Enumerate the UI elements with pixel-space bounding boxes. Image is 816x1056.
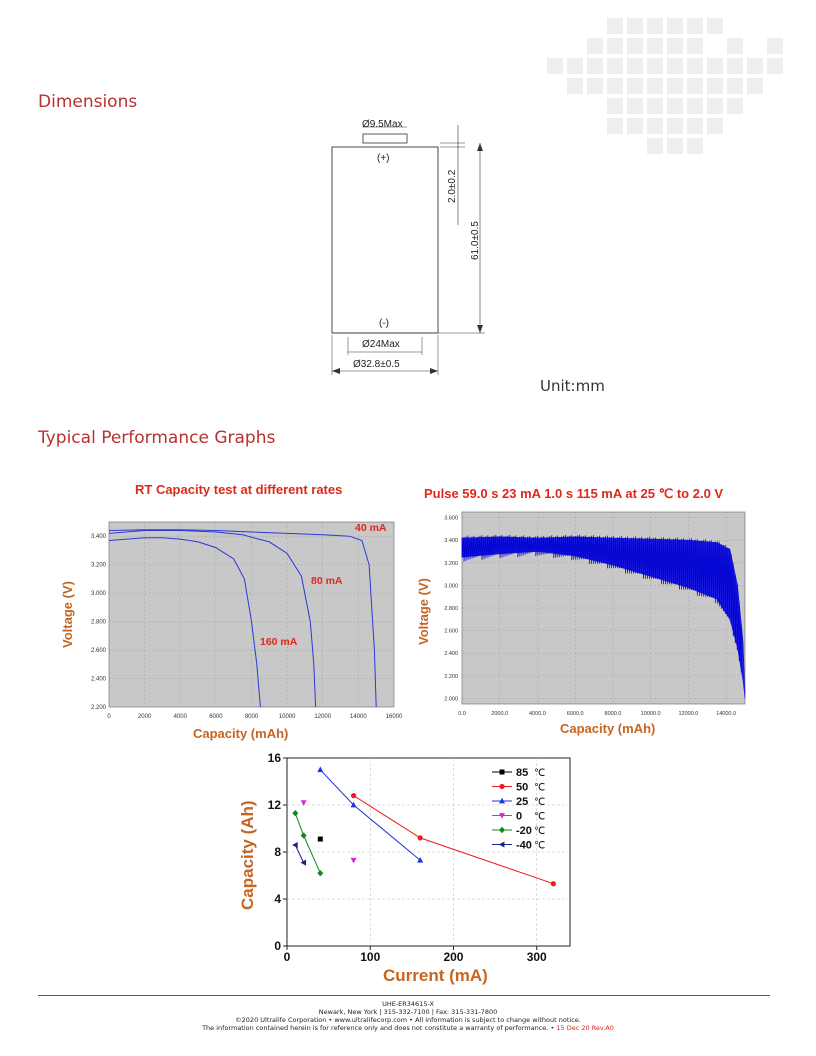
chart2-ytick-label: 2.200	[444, 673, 458, 680]
chart3-ytick-label: 16	[267, 751, 281, 765]
chart2-xtick-label: 12000.0	[678, 711, 699, 717]
pattern-square	[607, 18, 623, 34]
pattern-square	[667, 118, 683, 134]
pattern-square	[647, 118, 663, 134]
pattern-square	[687, 138, 703, 154]
pattern-square	[747, 78, 763, 94]
pattern-square	[667, 58, 683, 74]
negative-terminal-label: (-)	[379, 318, 389, 329]
pattern-square	[687, 58, 703, 74]
pattern-square	[727, 38, 743, 54]
chart3-point	[418, 835, 423, 840]
chart1-ytick-label: 2.800	[90, 619, 106, 626]
chart2-xlabel: Capacity (mAh)	[560, 721, 656, 736]
chart1-series-label: 40 mA	[355, 522, 387, 534]
chart1-ytick-label: 2.400	[90, 676, 106, 683]
chart1-xtick-label: 16000	[385, 714, 403, 720]
pattern-square	[667, 98, 683, 114]
chart3-point	[551, 881, 556, 886]
footer-copyright: ©2020 Ultralife Corporation • www.ultralifecorp.com • All information is subject to change without notice.	[235, 1016, 581, 1024]
pattern-square	[627, 38, 643, 54]
chart3-legend-name: 85	[516, 767, 529, 779]
pattern-square	[607, 78, 623, 94]
terminal-height-label: 2.0±0.2	[447, 169, 458, 203]
chart3-legend-unit: ℃	[534, 797, 546, 808]
pattern-square	[707, 98, 723, 114]
chart2-ytick-label: 2.800	[444, 606, 458, 612]
footer-code: UHE-ER34615-X	[382, 1000, 434, 1008]
dimensions-title: Dimensions	[38, 92, 138, 112]
chart2-ytick-label: 3.200	[444, 560, 458, 567]
pattern-square	[647, 58, 663, 74]
chart3-point	[500, 770, 505, 775]
pattern-square	[627, 98, 643, 114]
chart3-point	[499, 784, 504, 789]
chart3-xtick-label: 100	[360, 950, 381, 964]
chart1-plot	[85, 502, 405, 724]
pattern-square	[667, 38, 683, 54]
chart3-xtick-label: 0	[283, 950, 291, 964]
chart1-xtick-label: 14000	[350, 714, 367, 720]
chart3-legend-name: 50	[516, 781, 529, 794]
chart3-ytick-label: 0	[274, 939, 281, 953]
pattern-square	[607, 38, 623, 54]
pattern-square	[627, 118, 643, 134]
decorative-pattern	[545, 18, 795, 148]
chart3-plot	[255, 750, 580, 968]
pattern-square	[707, 78, 723, 94]
height-label: 61.0±0.5	[470, 221, 481, 260]
chart2-xtick-label: 14000.0	[716, 711, 737, 717]
footer	[0, 1000, 816, 1032]
pattern-square	[727, 58, 743, 74]
footer-date: 15 Dec 20	[556, 1024, 590, 1032]
chart2-xtick-label: 10000.0	[640, 711, 661, 717]
pattern-square	[627, 18, 643, 34]
pattern-square	[707, 118, 723, 134]
chart2-ytick-label: 3.400	[444, 538, 458, 545]
pattern-square	[547, 58, 563, 74]
chart3-legend-name: 25	[516, 796, 529, 808]
pattern-square	[767, 58, 783, 74]
pattern-square	[587, 58, 603, 74]
chart3-legend-name: 0	[516, 810, 523, 823]
bottom-diameter-label: Ø24Max	[362, 339, 400, 350]
chart1-xlabel: Capacity (mAh)	[193, 726, 289, 741]
chart3-legend-name: -20	[516, 825, 532, 837]
pattern-square	[687, 118, 703, 134]
chart1-ytick-label: 2.200	[90, 705, 106, 711]
pattern-square	[667, 138, 683, 154]
positive-terminal-label: (+)	[377, 153, 390, 164]
chart3-ytick-label: 4	[274, 892, 281, 906]
chart3-point	[351, 793, 356, 798]
chart3-legend-name: -40	[516, 839, 532, 852]
performance-title: Typical Performance Graphs	[38, 428, 276, 448]
pattern-square	[607, 98, 623, 114]
chart1-xtick-label: 2000	[137, 714, 152, 720]
footer-rev: Rev.A0	[591, 1024, 614, 1032]
battery-dimension-drawing	[320, 115, 520, 380]
pattern-square	[667, 18, 683, 34]
chart2-xtick-label: 4000.0	[529, 711, 546, 717]
pattern-square	[587, 78, 603, 94]
pattern-square	[627, 58, 643, 74]
chart3-xlabel: Current (mA)	[383, 966, 488, 985]
pattern-square	[647, 138, 663, 154]
chart1-xtick-label: 0	[107, 714, 111, 720]
pattern-square	[567, 58, 583, 74]
chart1-series-label: 160 mA	[260, 636, 298, 648]
pattern-square	[647, 98, 663, 114]
top-diameter-label: Ø9.5Max	[362, 119, 403, 130]
pattern-square	[647, 38, 663, 54]
pattern-square	[587, 38, 603, 54]
footer-disclaimer: The information contained herein is for reference only and does not constitute a warranty of performance. •	[202, 1024, 555, 1032]
chart2-ytick-label: 2.400	[444, 651, 458, 658]
footer-address: Newark, New York | 315-332-7100 | Fax: 315-331-7800	[318, 1008, 498, 1016]
chart3-xtick-label: 200	[443, 950, 464, 964]
pattern-square	[707, 58, 723, 74]
pattern-square	[727, 78, 743, 94]
chart3-legend-unit: ℃	[534, 782, 546, 794]
chart2-ylabel: Voltage (V)	[416, 578, 431, 645]
footer-disclaimer-line	[0, 1024, 816, 1032]
pattern-square	[647, 18, 663, 34]
chart1-xtick-label: 10000	[278, 714, 296, 720]
chart3-legend-unit: ℃	[534, 811, 546, 823]
pattern-square	[567, 78, 583, 94]
chart1-xtick-label: 8000	[244, 714, 259, 720]
pattern-square	[767, 38, 783, 54]
chart1-ytick-label: 3.000	[90, 591, 106, 598]
chart3-xtick-label: 300	[526, 950, 547, 964]
pattern-square	[687, 98, 703, 114]
chart2-ytick-label: 2.600	[444, 628, 458, 635]
chart2-title: Pulse 59.0 s 23 mA 1.0 s 115 mA at 25 ℃ to 2.0 V	[424, 486, 724, 501]
pattern-square	[687, 78, 703, 94]
footer-divider	[38, 995, 770, 996]
chart3-ytick-label: 12	[267, 798, 281, 812]
pattern-square	[687, 18, 703, 34]
chart2-xtick-label: 6000.0	[566, 711, 584, 717]
chart2-xtick-label: 8000.0	[604, 711, 622, 717]
chart1-ytick-label: 2.600	[90, 648, 106, 655]
chart3-legend-unit: ℃	[534, 840, 546, 852]
pattern-square	[607, 118, 623, 134]
chart2-xtick-label: 0.0	[458, 711, 466, 717]
diameter-label: Ø32.8±0.5	[353, 359, 400, 370]
chart2-xtick-label: 2000.0	[491, 711, 509, 717]
pattern-square	[647, 78, 663, 94]
chart1-xtick-label: 12000	[314, 714, 332, 720]
chart2-ytick-label: 3.000	[444, 583, 458, 590]
pattern-square	[747, 58, 763, 74]
chart1-xtick-label: 6000	[209, 714, 223, 720]
chart3-ytick-label: 8	[274, 845, 281, 859]
chart1-ytick-label: 3.200	[90, 562, 106, 569]
pattern-square	[667, 78, 683, 94]
chart1-ytick-label: 3.400	[90, 534, 106, 541]
chart1-ylabel: Voltage (V)	[60, 581, 75, 648]
chart3-point	[318, 837, 323, 842]
chart3-legend-unit: ℃	[534, 826, 546, 837]
unit-label: Unit:mm	[540, 377, 605, 395]
chart3-legend-unit: ℃	[534, 768, 546, 779]
chart1-xtick-label: 4000	[173, 714, 187, 720]
chart1-title: RT Capacity test at different rates	[135, 482, 343, 497]
pattern-square	[607, 58, 623, 74]
pattern-square	[727, 98, 743, 114]
chart2-ytick-label: 2.000	[444, 696, 458, 703]
chart1-series-label: 80 mA	[311, 575, 343, 587]
pattern-square	[687, 38, 703, 54]
pattern-square	[627, 78, 643, 94]
chart3-ylabel: Capacity (Ah)	[238, 800, 257, 910]
chart2-ytick-label: 3.600	[444, 515, 458, 522]
chart2-plot	[432, 506, 758, 722]
pattern-square	[707, 18, 723, 34]
